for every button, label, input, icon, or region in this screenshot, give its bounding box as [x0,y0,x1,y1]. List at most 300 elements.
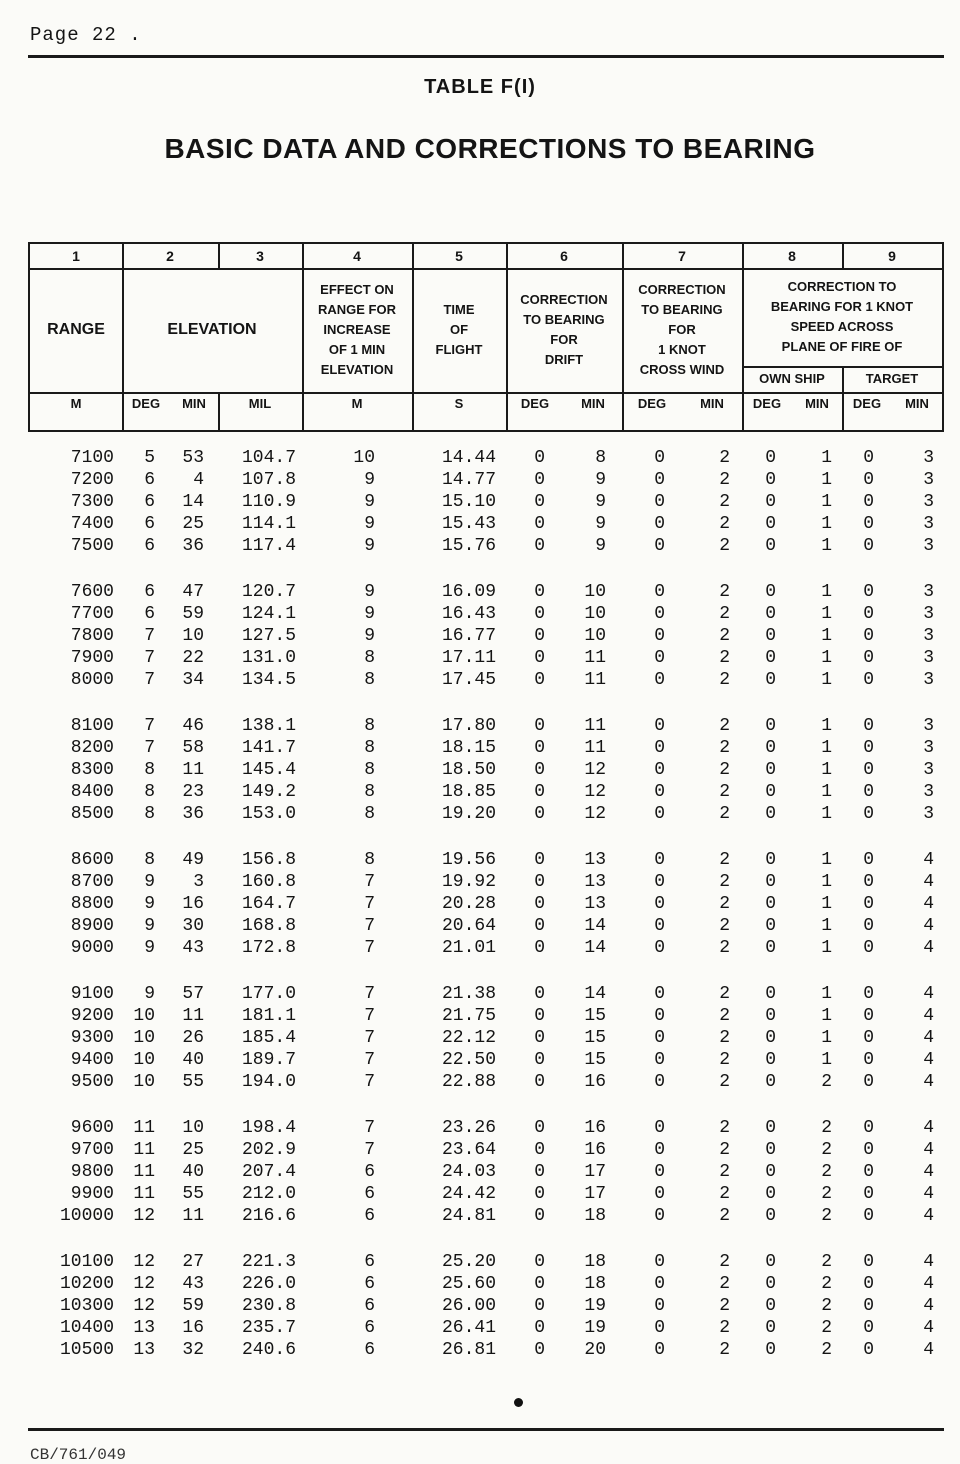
unit-label: M [70,396,82,411]
table-cell: 14 [584,984,606,1004]
table-cell: 18.85 [441,782,496,802]
table-cell: 11 [133,1118,155,1138]
table-cell: 2 [719,514,730,534]
table-cell: 0 [765,782,776,802]
table-cell: 2 [719,648,730,668]
table-cell: 0 [654,1050,665,1070]
table-cell: 104.7 [241,448,296,468]
table-cell: 10 [133,1028,155,1048]
table-cell: 0 [654,492,665,512]
table-cell: 4 [923,1050,934,1070]
table-cell: 0 [654,894,665,914]
table-cell: 8 [595,448,606,468]
table-cell: 0 [534,1252,545,1272]
table-cell: 172.8 [241,938,296,958]
table-cell: 7 [144,716,155,736]
table-cell: 9 [144,938,155,958]
table-cell: 0 [654,536,665,556]
table-cell: 0 [863,1072,874,1092]
table-cell: 0 [765,1118,776,1138]
table-cell: 0 [863,1162,874,1182]
table-cell: 11 [182,760,204,780]
table-cell: 0 [534,850,545,870]
page-mark [514,1398,523,1407]
table-cell: 59 [182,1296,204,1316]
table-cell: 14 [584,938,606,958]
unit-label: MIN [700,396,724,411]
table-cell: 0 [534,872,545,892]
table-cell: 0 [534,1050,545,1070]
table-cell: 25.60 [441,1274,496,1294]
table-cell: 1 [821,738,832,758]
table-cell: 1 [821,804,832,824]
table-cell: 0 [863,1206,874,1226]
table-cell: 13 [584,850,606,870]
table-cell: 9900 [70,1184,114,1204]
table-cell: 4 [923,872,934,892]
table-cell: 3 [193,872,204,892]
unit-label: MIN [805,396,829,411]
table-cell: 4 [923,894,934,914]
unit-label: S [454,396,464,411]
table-cell: 1 [821,448,832,468]
table-cell: 7100 [70,448,114,468]
table-cell: 11 [584,716,606,736]
table-cell: 26.00 [441,1296,496,1316]
table-cell: 134.5 [241,670,296,690]
table-cell: 20.64 [441,916,496,936]
table-cell: 2 [719,1206,730,1226]
table-cell: 3 [923,582,934,602]
table-cell: 12 [584,804,606,824]
table-cell: 18 [584,1274,606,1294]
table-cell: 34 [182,670,204,690]
table-cell: 9400 [70,1050,114,1070]
table-cell: 198.4 [241,1118,296,1138]
table-cell: 6 [364,1184,375,1204]
table-cell: 6 [364,1252,375,1272]
table-cell: 0 [863,804,874,824]
table-cell: 10 [182,626,204,646]
table-cell: 0 [765,1274,776,1294]
table-cell: 11 [584,648,606,668]
table-cell: 3 [923,782,934,802]
table-cell: 0 [654,738,665,758]
table-cell: 2 [719,448,730,468]
table-cell: 19.56 [441,850,496,870]
table-cell: 16 [182,894,204,914]
table-cell: 124.1 [241,604,296,624]
table-cell: 17.80 [441,716,496,736]
table-cell: 8500 [70,804,114,824]
table-cell: 0 [863,938,874,958]
table-cell: 0 [863,648,874,668]
table-cell: 1 [821,536,832,556]
table-cell: 11 [133,1162,155,1182]
table-cell: 8 [144,850,155,870]
header-speed-correction: CORRECTION TO BEARING FOR 1 KNOT SPEED ACROSS PLANE OF FIRE OF [770,279,914,354]
table-cell: 2 [821,1072,832,1092]
table-cell: 15 [584,1006,606,1026]
table-cell: 0 [863,782,874,802]
table-cell: 4 [923,984,934,1004]
table-cell: 0 [654,648,665,668]
table-cell: 13 [584,872,606,892]
table-cell: 9 [364,492,375,512]
table-cell: 9 [364,536,375,556]
table-cell: 177.0 [241,984,296,1004]
table-cell: 3 [923,604,934,624]
table-cell: 11 [133,1140,155,1160]
table-cell: 8600 [70,850,114,870]
table-cell: 0 [654,1252,665,1272]
table-cell: 0 [534,448,545,468]
page-title: BASIC DATA AND CORRECTIONS TO BEARING [164,133,816,164]
table-cell: 2 [719,1072,730,1092]
table-cell: 0 [863,670,874,690]
table-cell: 0 [765,492,776,512]
bottom-rule [28,1428,944,1431]
column-number: 4 [353,248,361,264]
table-cell: 107.8 [241,470,296,490]
table-cell: 0 [654,604,665,624]
table-cell: 36 [182,536,204,556]
table-cell: 7 [364,938,375,958]
table-cell: 0 [765,1162,776,1182]
table-cell: 0 [863,760,874,780]
header-time-of-flight: TIME OF FLIGHT [435,302,483,357]
table-cell: 21.38 [441,984,496,1004]
table-cell: 4 [923,1118,934,1138]
table-cell: 2 [719,626,730,646]
table-cell: 2 [821,1274,832,1294]
table-cell: 18.50 [441,760,496,780]
table-cell: 160.8 [241,872,296,892]
table-cell: 1 [821,604,832,624]
table-cell: 9 [595,514,606,534]
table-cell: 0 [765,514,776,534]
table-cell: 24.03 [441,1162,496,1182]
table-cell: 1 [821,582,832,602]
table-cell: 0 [863,514,874,534]
table-cell: 6 [364,1274,375,1294]
table-cell: 0 [863,536,874,556]
table-cell: 0 [654,1140,665,1160]
table-cell: 10 [133,1072,155,1092]
table-cell: 141.7 [241,738,296,758]
unit-label: DEG [752,396,782,411]
table-cell: 131.0 [241,648,296,668]
table-cell: 156.8 [241,850,296,870]
table-cell: 0 [765,1184,776,1204]
table-cell: 16.43 [441,604,496,624]
table-cell: 2 [719,984,730,1004]
table-cell: 17.11 [441,648,496,668]
table-cell: 32 [182,1340,204,1360]
table-cell: 11 [133,1184,155,1204]
table-cell: 10 [133,1006,155,1026]
table-cell: 0 [863,1296,874,1316]
table-cell: 1 [821,916,832,936]
table-cell: 0 [654,448,665,468]
table-cell: 40 [182,1162,204,1182]
table-cell: 16.77 [441,626,496,646]
table-cell: 7 [364,894,375,914]
table-cell: 4 [923,1340,934,1360]
table-cell: 1 [821,492,832,512]
table-cell: 0 [534,470,545,490]
table-cell: 2 [821,1184,832,1204]
table-cell: 0 [654,872,665,892]
table-cell: 47 [182,582,204,602]
table-cell: 2 [821,1296,832,1316]
table-cell: 3 [923,648,934,668]
table-cell: 0 [534,604,545,624]
table-cell: 0 [654,1206,665,1226]
column-number: 2 [166,248,174,264]
table-cell: 1 [821,760,832,780]
table-cell: 16 [584,1118,606,1138]
table-cell: 0 [534,1184,545,1204]
table-cell: 58 [182,738,204,758]
table-cell: 7700 [70,604,114,624]
table-cell: 230.8 [241,1296,296,1316]
table-cell: 0 [654,782,665,802]
table-cell: 9500 [70,1072,114,1092]
table-cell: 8900 [70,916,114,936]
column-number: 6 [560,248,568,264]
table-cell: 14 [182,492,204,512]
table-cell: 30 [182,916,204,936]
table-cell: 240.6 [241,1340,296,1360]
table-cell: 6 [364,1206,375,1226]
table-cell: 0 [654,514,665,534]
table-cell: 55 [182,1072,204,1092]
table-cell: 164.7 [241,894,296,914]
table-cell: 6 [144,514,155,534]
table-cell: 2 [821,1340,832,1360]
table-cell: 138.1 [241,716,296,736]
table-code: TABLE F(I) [424,76,536,98]
table-cell: 2 [719,1184,730,1204]
table-cell: 16 [584,1140,606,1160]
table-cell: 19 [584,1296,606,1316]
table-cell: 24.81 [441,1206,496,1226]
table-cell: 10500 [59,1340,114,1360]
table-cell: 10400 [59,1318,114,1338]
table-cell: 0 [765,894,776,914]
table-cell: 10 [353,448,375,468]
table-cell: 194.0 [241,1072,296,1092]
table-cell: 185.4 [241,1028,296,1048]
table-cell: 8 [364,738,375,758]
table-cell: 145.4 [241,760,296,780]
table-cell: 8 [364,850,375,870]
table-cell: 0 [863,716,874,736]
table-cell: 15.43 [441,514,496,534]
table-cell: 6 [364,1296,375,1316]
column-number: 5 [455,248,463,264]
table-cell: 7 [364,1118,375,1138]
table-cell: 0 [654,938,665,958]
table-cell: 4 [923,1162,934,1182]
table-cell: 2 [719,738,730,758]
table-cell: 9800 [70,1162,114,1182]
unit-label: MIN [905,396,929,411]
table-cell: 6 [144,582,155,602]
table-cell: 0 [654,1274,665,1294]
table-cell: 20.28 [441,894,496,914]
table-cell: 0 [765,1006,776,1026]
table-cell: 9 [144,916,155,936]
table-cell: 8400 [70,782,114,802]
table-cell: 15.10 [441,492,496,512]
table-cell: 0 [534,916,545,936]
table-cell: 114.1 [241,514,296,534]
table-cell: 24.42 [441,1184,496,1204]
table-cell: 5 [144,448,155,468]
table-cell: 0 [863,738,874,758]
table-cell: 7800 [70,626,114,646]
table-cell: 9100 [70,984,114,1004]
table-cell: 0 [654,582,665,602]
table-cell: 19.92 [441,872,496,892]
table-cell: 3 [923,536,934,556]
table-cell: 9700 [70,1140,114,1160]
table-cell: 9300 [70,1028,114,1048]
table-cell: 0 [863,1274,874,1294]
table-cell: 8 [144,760,155,780]
table-cell: 1 [821,894,832,914]
table-cell: 8 [144,782,155,802]
table-cell: 4 [923,1072,934,1092]
table-cell: 7 [364,984,375,1004]
table-cell: 23.64 [441,1140,496,1160]
table-cell: 0 [863,1318,874,1338]
table-cell: 43 [182,938,204,958]
table-cell: 0 [765,670,776,690]
table-cell: 6 [364,1318,375,1338]
table-cell: 46 [182,716,204,736]
table-cell: 10300 [59,1296,114,1316]
table-cell: 1 [821,984,832,1004]
table-cell: 0 [534,582,545,602]
table-cell: 11 [182,1006,204,1026]
table-cell: 8 [364,782,375,802]
table-cell: 0 [863,1184,874,1204]
table-cell: 49 [182,850,204,870]
table-cell: 7300 [70,492,114,512]
table-cell: 8 [364,716,375,736]
table-cell: 26 [182,1028,204,1048]
table-cell: 11 [584,670,606,690]
table-cell: 4 [923,1140,934,1160]
table-cell: 0 [534,492,545,512]
table-cell: 12 [133,1252,155,1272]
table-cell: 18 [584,1206,606,1226]
table-cell: 6 [364,1162,375,1182]
table-cell: 0 [534,1340,545,1360]
table-cell: 0 [654,760,665,780]
table-cell: 2 [719,1118,730,1138]
table-cell: 25 [182,1140,204,1160]
table-cell: 4 [923,1006,934,1026]
table-cell: 1 [821,1028,832,1048]
table-cell: 3 [923,760,934,780]
table-cell: 0 [534,938,545,958]
table-cell: 0 [654,716,665,736]
column-number: 8 [788,248,796,264]
table-cell: 9 [595,536,606,556]
table-cell: 2 [719,492,730,512]
table-cell: 1 [821,716,832,736]
table-cell: 0 [534,1296,545,1316]
table-cell: 181.1 [241,1006,296,1026]
table-cell: 0 [765,1072,776,1092]
table-cell: 14.44 [441,448,496,468]
table-cell: 0 [863,872,874,892]
table-cell: 10100 [59,1252,114,1272]
table-cell: 6 [144,604,155,624]
table-cell: 11 [182,1206,204,1226]
table-cell: 8300 [70,760,114,780]
table-cell: 3 [923,470,934,490]
table-cell: 0 [765,1140,776,1160]
table-cell: 0 [765,1318,776,1338]
table-cell: 9 [595,470,606,490]
table-cell: 110.9 [241,492,296,512]
table-cell: 13 [133,1318,155,1338]
table-cell: 7500 [70,536,114,556]
table-cell: 16.09 [441,582,496,602]
table-cell: 0 [765,1340,776,1360]
table-cell: 12 [133,1206,155,1226]
unit-label: MIL [248,396,272,411]
table-header [28,242,944,432]
table-cell: 13 [584,894,606,914]
table-cell: 0 [654,1162,665,1182]
table-cell: 12 [133,1296,155,1316]
table-cell: 7 [364,1050,375,1070]
table-cell: 202.9 [241,1140,296,1160]
table-cell: 0 [765,872,776,892]
table-cell: 0 [863,984,874,1004]
table-cell: 4 [923,1274,934,1294]
table-cell: 0 [534,1118,545,1138]
table-cell: 17 [584,1162,606,1182]
table-cell: 2 [719,1162,730,1182]
table-cell: 0 [534,1028,545,1048]
table-cell: 0 [765,738,776,758]
table-cell: 0 [863,1140,874,1160]
table-cell: 7 [144,670,155,690]
table-cell: 2 [719,1274,730,1294]
table-cell: 0 [654,1118,665,1138]
table-cell: 0 [654,670,665,690]
table-cell: 0 [765,648,776,668]
table-cell: 2 [719,782,730,802]
top-rule [28,55,944,58]
table-cell: 15 [584,1050,606,1070]
table-cell: 16 [584,1072,606,1092]
table-cell: 4 [923,1184,934,1204]
table-cell: 0 [863,1340,874,1360]
table-cell: 1 [821,626,832,646]
table-cell: 8 [144,804,155,824]
table-cell: 0 [863,1252,874,1272]
table-cell: 2 [719,1318,730,1338]
table-cell: 15 [584,1028,606,1048]
